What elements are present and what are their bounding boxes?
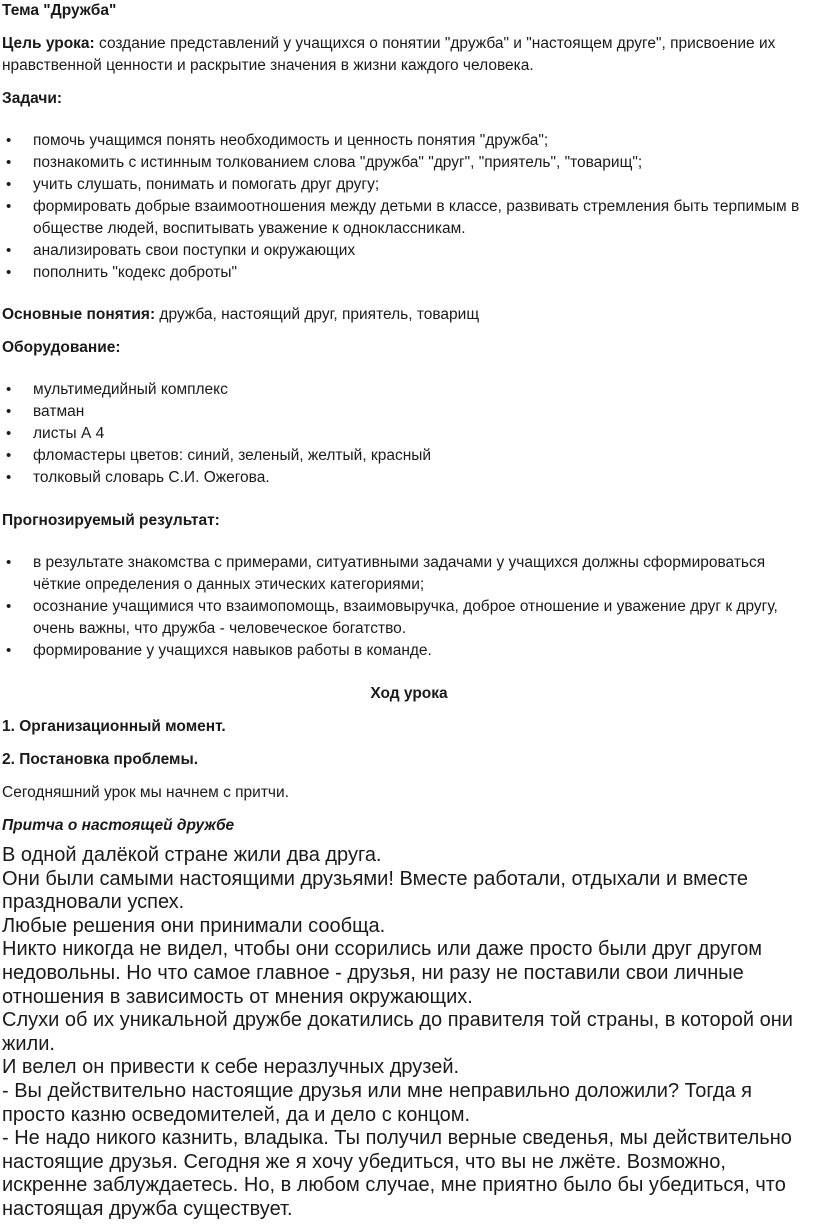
main-concepts bbox=[2, 304, 816, 326]
list-item: • листы А 4 bbox=[2, 423, 816, 445]
result-heading: Прогнозируемый результат: bbox=[2, 512, 220, 529]
parable-line: Любые решения они принимали сообща. bbox=[2, 914, 386, 937]
parable-line: - Вы действительно настоящие друзья или мне неправильно доложили? Тогда я просто казню осведомителей, да и дело с концом. bbox=[2, 1079, 752, 1126]
list-item: • в результате знакомства с примерами, ситуативными задачами у учащихся должны сформироваться чёткие определения о данных этических категориями; bbox=[2, 552, 816, 596]
concepts-label: Основные понятия: bbox=[2, 306, 156, 323]
tasks-heading: Задачи: bbox=[2, 90, 63, 107]
goal-text: создание представлений у учащихся о понятии "дружба" и "настоящем друге", присвоение их нравственной ценности и раскрытие значения в жизни каждого человека. bbox=[2, 35, 776, 74]
tasks-list bbox=[2, 130, 816, 284]
parable-line: Никто никогда не видел, чтобы они ссорились или даже просто были друг другом недовольны. Но что самое главное - друзья, ни разу не поставили свои личные отношения в зависимость от мнения окружающих. bbox=[2, 938, 762, 1008]
parable-line: Слухи об их уникальной дружбе докатились до правителя той страны, в которой они жили. bbox=[2, 1009, 793, 1055]
lesson-intro: Сегодняшний урок мы начнем с притчи. bbox=[2, 784, 289, 801]
list-item: • фломастеры цветов: синий, зеленый, желтый, красный bbox=[2, 445, 816, 467]
list-item: • осознание учащимися что взаимопомощь, взаимовыручка, доброе отношение и уважение друг к другу, очень важны, что дружба - человеческое богатство. bbox=[2, 596, 816, 640]
list-item: • мультимедийный комплекс bbox=[2, 379, 816, 401]
list-item: • учить слушать, понимать и помогать друг другу; bbox=[2, 174, 816, 196]
list-item: • формировать добрые взаимоотношения между детьми в классе, развивать стремления быть терпимым в обществе людей, воспитывать уважение к одноклассникам. bbox=[2, 196, 816, 240]
equipment-heading: Оборудование: bbox=[2, 339, 121, 356]
list-item: • толковый словарь С.И. Ожегова. bbox=[2, 467, 816, 489]
lesson-flow-heading: Ход урока bbox=[370, 685, 448, 702]
list-item: • пополнить "кодекс доброты" bbox=[2, 262, 816, 284]
list-item: • ватман bbox=[2, 401, 816, 423]
parable-title: Притча о настоящей дружбе bbox=[2, 817, 235, 834]
list-item: • анализировать свои поступки и окружающих bbox=[2, 240, 816, 262]
result-list bbox=[2, 552, 816, 662]
list-item: • помочь учащимся понять необходимость и ценность понятия "дружба"; bbox=[2, 130, 816, 152]
parable-text bbox=[2, 844, 816, 1222]
goal-label: Цель урока: bbox=[2, 35, 95, 52]
topic-title: Тема "Дружба" bbox=[2, 2, 117, 19]
list-item: • познакомить с истинным толкованием слова "дружба" "друг", "приятель", "товарищ"; bbox=[2, 152, 816, 174]
step-problem: 2. Постановка проблемы. bbox=[2, 751, 199, 768]
lesson-goal bbox=[2, 33, 816, 77]
concepts-text: дружба, настоящий друг, приятель, товарищ bbox=[155, 306, 480, 323]
step-organizational: 1. Организационный момент. bbox=[2, 718, 226, 735]
parable-line: Они были самыми настоящими друзьями! Вместе работали, отдыхали и вместе праздновали успех. bbox=[2, 867, 749, 914]
parable-line: - Не надо никого казнить, владыка. Ты получил верные сведенья, мы действительно настоящие друзья. Сегодня же я хочу убедиться, что вы не лжёте. Возможно, искренне заблуждаетесь. Но, в любом случае, мне приятно было бы убедиться, что настоящая дружба существует. bbox=[2, 1127, 792, 1220]
equipment-list bbox=[2, 379, 816, 489]
list-item: • формирование у учащихся навыков работы в команде. bbox=[2, 640, 816, 662]
parable-line: В одной далёкой стране жили два друга. bbox=[2, 844, 382, 866]
parable-line: И велел он привести к себе неразлучных друзей. bbox=[2, 1056, 460, 1079]
